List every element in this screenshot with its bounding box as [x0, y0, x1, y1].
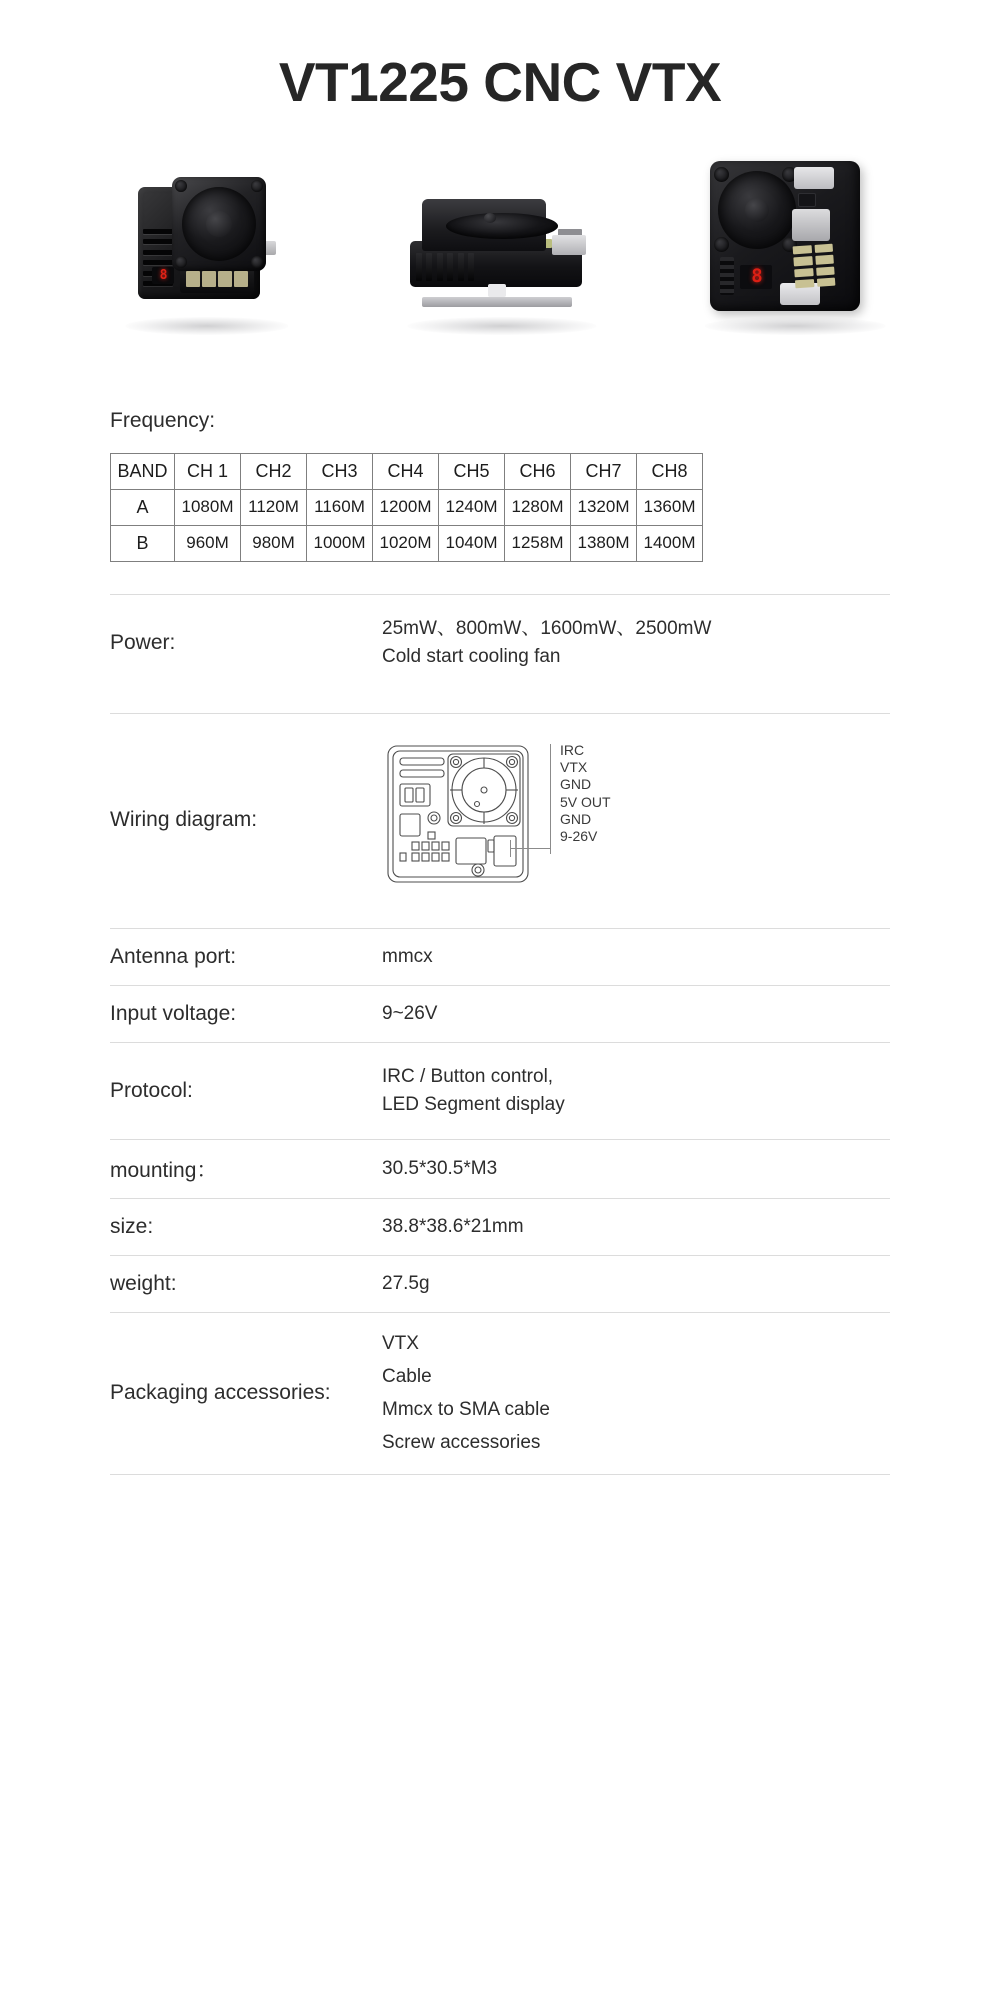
spec-row-antenna-port	[110, 929, 890, 985]
spec-label-antenna-port: Antenna port:	[110, 944, 237, 968]
packaging-item: Mmcx to SMA cable	[382, 1399, 550, 1420]
mount-screw	[714, 167, 729, 182]
cooling-fan	[182, 187, 256, 261]
pin-label-list	[560, 742, 611, 846]
fan-hub	[206, 211, 232, 237]
freq-cell: 1040M	[439, 525, 505, 561]
cooling-fan	[446, 213, 558, 239]
column-header-ch8: CH8	[637, 453, 703, 489]
vtx-side-illustration	[404, 179, 600, 309]
pin-label-5v-out: 5V OUT	[560, 793, 611, 810]
freq-cell: 1380M	[571, 525, 637, 561]
vtx-body	[710, 161, 860, 311]
column-header-band: BAND	[111, 453, 175, 489]
packaging-item: Screw accessories	[382, 1432, 541, 1454]
connector-socket	[798, 193, 816, 207]
spec-row-protocol	[110, 1043, 890, 1139]
freq-cell: 1120M	[241, 489, 307, 525]
freq-cell: 1400M	[637, 525, 703, 561]
photo-shadow	[407, 317, 596, 335]
column-header-ch2: CH2	[241, 453, 307, 489]
product-photo-side	[392, 141, 612, 341]
power-levels: 25mW、800mW、1600mW、2500mW	[382, 617, 712, 639]
pin-label-irc: IRC	[560, 741, 585, 758]
antenna-port	[488, 284, 506, 297]
pin-label-gnd-2: GND	[560, 810, 592, 827]
freq-cell: 1258M	[505, 525, 571, 561]
wiring-diagram-art	[382, 740, 682, 900]
page-title: VT1225 CNC VTX	[278, 51, 722, 113]
freq-cell: 980M	[241, 525, 307, 561]
spec-label-input-voltage: Input voltage:	[110, 1001, 237, 1025]
packaging-item: Cable	[382, 1365, 432, 1387]
column-header-ch7: CH7	[571, 453, 637, 489]
mount-screw	[175, 256, 187, 268]
column-header-ch3: CH3	[307, 453, 373, 489]
column-header-ch5: CH5	[439, 453, 505, 489]
shield-can	[792, 209, 830, 241]
freq-cell: 1160M	[307, 489, 373, 525]
photo-shadow	[125, 317, 288, 335]
heatsink-fins	[416, 253, 474, 281]
mount-screw	[251, 256, 263, 268]
band-label: A	[111, 489, 175, 525]
bottom-plate	[422, 297, 572, 307]
cooling-fan	[718, 171, 796, 249]
shield-can	[794, 167, 834, 189]
product-photo-strip	[0, 141, 1000, 371]
spec-row-weight	[110, 1256, 890, 1312]
spec-value-mounting: 30.5*30.5*M3	[382, 1157, 498, 1179]
freq-cell: 1080M	[175, 489, 241, 525]
column-header-ch6: CH6	[505, 453, 571, 489]
protocol-line-2: LED Segment display	[382, 1093, 565, 1115]
solder-pads	[793, 243, 836, 288]
led-segment-display	[740, 265, 772, 289]
packaging-item: VTX	[382, 1332, 419, 1354]
fan-hub	[484, 213, 496, 223]
spec-value-packaging	[382, 1327, 890, 1460]
mount-screw	[714, 237, 729, 252]
spec-label-weight: weight:	[110, 1271, 177, 1295]
led-segment-value: 8	[159, 267, 167, 283]
mount-screw	[251, 180, 263, 192]
spec-value-protocol	[382, 1063, 890, 1118]
frequency-table	[110, 453, 703, 562]
spec-label-wiring-diagram: Wiring diagram:	[110, 807, 258, 831]
spec-row-size	[110, 1199, 890, 1255]
fan-housing	[422, 199, 546, 251]
column-header-ch1: CH 1	[175, 453, 241, 489]
freq-cell: 1280M	[505, 489, 571, 525]
band-label: B	[111, 525, 175, 561]
product-photo-top	[690, 141, 900, 341]
table-header-row	[111, 453, 703, 489]
pin-lead-line	[510, 848, 551, 849]
spec-label-size: size:	[110, 1214, 154, 1238]
shield-can	[552, 235, 586, 255]
spec-value-weight: 27.5g	[382, 1272, 430, 1294]
pin-bracket	[550, 744, 551, 854]
pin-label-vtx: VTX	[560, 758, 588, 775]
freq-cell: 1200M	[373, 489, 439, 525]
freq-cell: 1020M	[373, 525, 439, 561]
table-row	[111, 489, 703, 525]
freq-cell: 1240M	[439, 489, 505, 525]
freq-cell: 1360M	[637, 489, 703, 525]
product-photo-angled-front	[112, 141, 302, 341]
freq-cell: 1000M	[307, 525, 373, 561]
power-note: Cold start cooling fan	[382, 645, 561, 667]
table-row	[111, 525, 703, 561]
vtx-top-illustration	[710, 161, 878, 323]
spec-value-antenna-port: mmcx	[382, 945, 433, 967]
heatsink-fins	[720, 257, 734, 295]
led-segment-display	[152, 267, 174, 284]
section-divider	[110, 1474, 890, 1475]
spec-label-packaging: Packaging accessories:	[110, 1381, 331, 1404]
fan-housing	[172, 177, 266, 271]
frequency-heading: Frequency:	[110, 408, 216, 432]
frequency-section	[0, 409, 1000, 562]
spec-row-packaging	[110, 1313, 890, 1474]
protocol-line-1: IRC / Button control,	[382, 1065, 554, 1087]
photo-shadow	[705, 317, 886, 335]
vtx-angled-front-illustration	[134, 163, 282, 311]
mount-screw	[175, 180, 187, 192]
spec-value-input-voltage: 9~26V	[382, 1002, 438, 1024]
pin-label-9-26v: 9-26V	[560, 828, 598, 845]
freq-cell: 1320M	[571, 489, 637, 525]
led-segment-value: 8	[751, 265, 761, 287]
spec-label-mounting: mounting：	[110, 1158, 218, 1182]
solder-pads	[186, 271, 248, 287]
spec-label-protocol: Protocol:	[110, 1078, 193, 1102]
spec-row-wiring-diagram	[110, 714, 890, 918]
spec-row-power	[110, 595, 890, 691]
pin-label-gnd-1: GND	[560, 776, 592, 793]
column-header-ch4: CH4	[373, 453, 439, 489]
spec-value-power	[382, 615, 890, 670]
spec-row-mounting	[110, 1140, 890, 1198]
spec-row-input-voltage	[110, 986, 890, 1042]
spec-label-power: Power:	[110, 630, 176, 654]
freq-cell: 960M	[175, 525, 241, 561]
vtx-lineart-svg	[382, 740, 552, 890]
spec-value-size: 38.8*38.6*21mm	[382, 1215, 524, 1237]
